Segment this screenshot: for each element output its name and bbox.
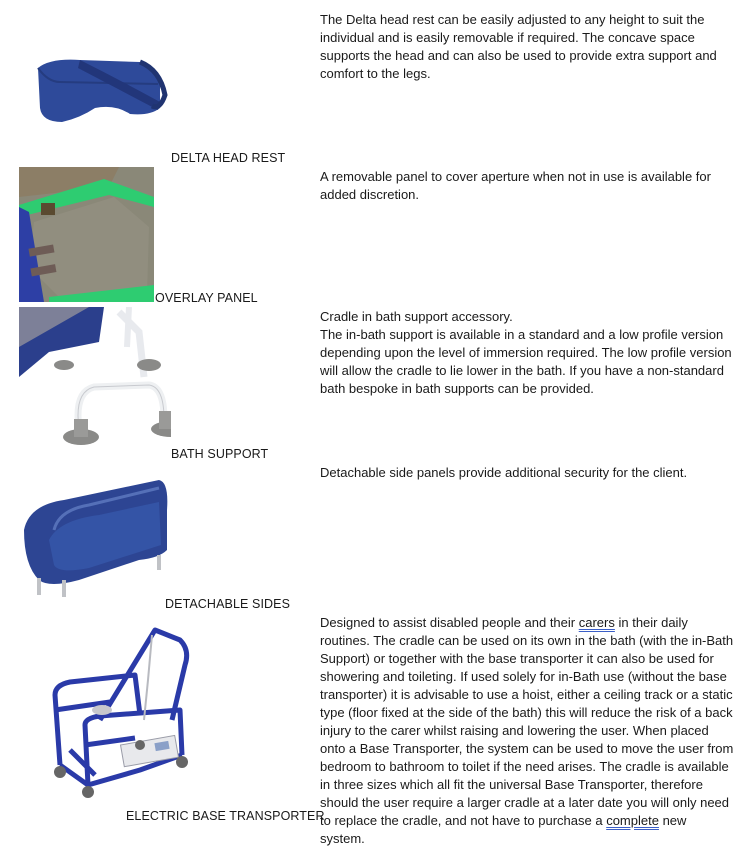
overlay-panel-image: [19, 167, 154, 302]
electric-base-transporter-image: [40, 620, 190, 800]
caption-electric-base-transporter: ELECTRIC BASE TRANSPORTER: [126, 809, 325, 823]
bath-support-image: [19, 307, 171, 457]
caption-delta-head-rest: DELTA HEAD REST: [171, 151, 286, 165]
spellcheck-word-complete[interactable]: complete: [606, 813, 659, 828]
description-detachable-sides: Detachable side panels provide additional security for the client.: [320, 465, 688, 480]
description-electric-base-transporter: Designed to assist disabled people and their carers in their daily routines. The cradle can be used on its own in the bath (with the in-Bath Support) or together with the base transporter it can also be used for showering and toileting. If used solely for in-Bath use (without the base transporter) it is advisable to use a hoist, either a ceiling track or a static type (floor fixed at the side of the bath) this will reduce the risk of a back injury to the carer whilst raising and lowering the user. When placed onto a Base Transporter, the system can be used to move the user from bedroom to bathroom to toilet if the need arises. The cradle is available in three sizes which all fit the universal Base Transporter, therefore should the user require a larger cradle at a later date you will only need to replace the cradle, and not have to purchase a complete new system.: [320, 615, 734, 846]
description-delta-head-rest: The Delta head rest can be easily adjusted to any height to suit the individual and is easily removable if required. The concave space supports the head and can also be used to provide extra support and comfort to the legs.: [320, 12, 717, 81]
caption-detachable-sides: DETACHABLE SIDES: [165, 597, 291, 611]
caption-bath-support: BATH SUPPORT: [171, 447, 269, 461]
detachable-sides-image: [19, 470, 169, 600]
description-overlay-panel: A removable panel to cover aperture when not in use is available for added discretion.: [320, 169, 711, 202]
delta-head-rest-image: [20, 10, 170, 160]
caption-overlay-panel: OVERLAY PANEL: [155, 291, 258, 305]
description-bath-support: Cradle in bath support accessory. The in-bath support is available in a standard and a low profile version depending upon the level of immersion required. The low profile version will allow the cradle to lie lower in the bath. If you have a non-standard bath bespoke in bath supports can be provided.: [320, 309, 732, 396]
spellcheck-word-carers[interactable]: carers: [578, 615, 615, 630]
